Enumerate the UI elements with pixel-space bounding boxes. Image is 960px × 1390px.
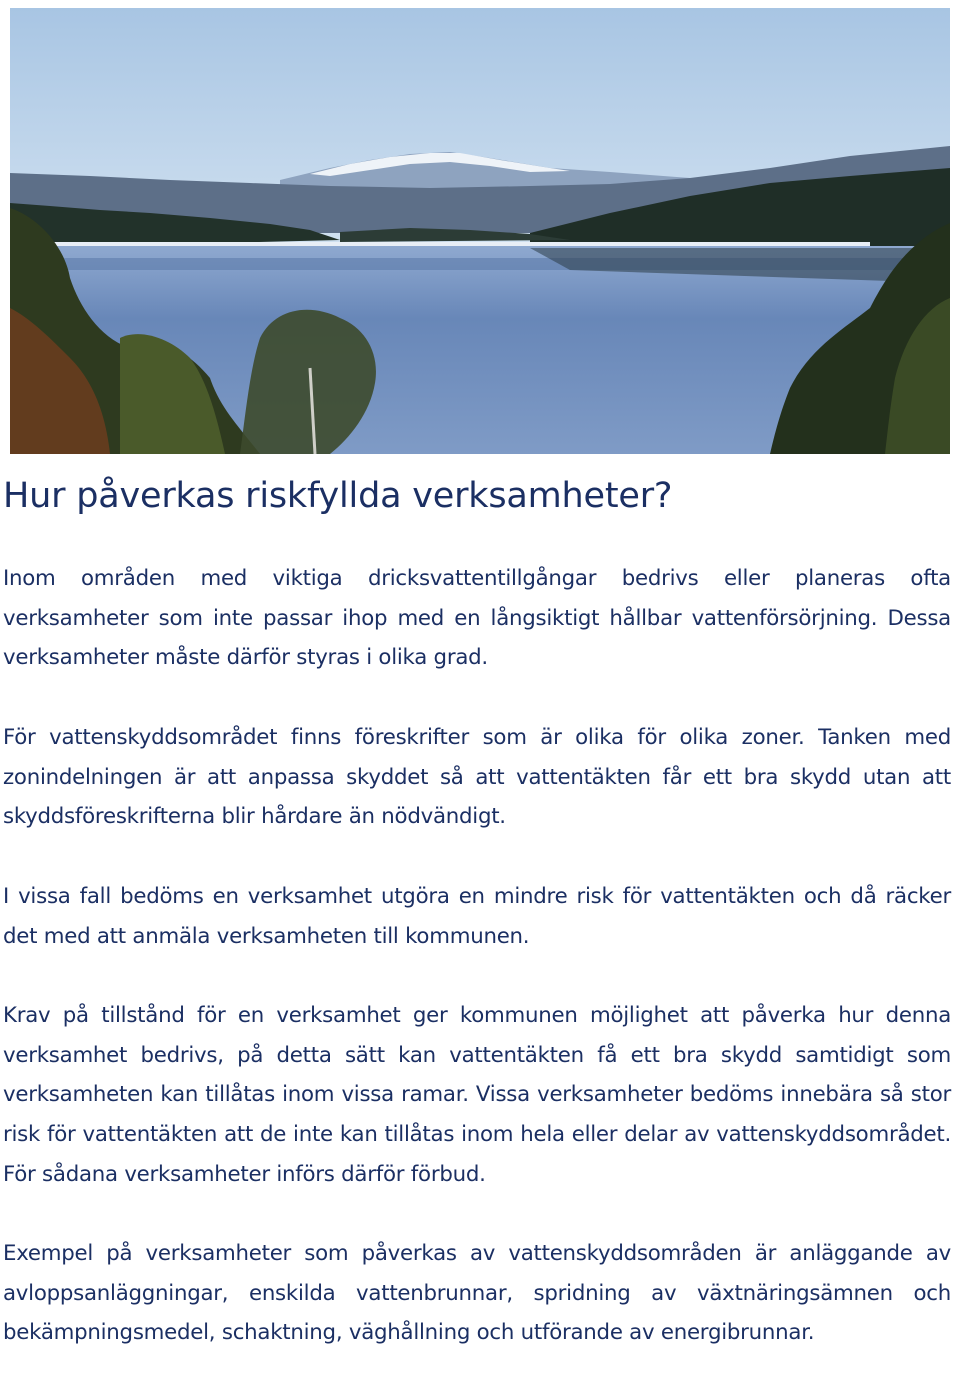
page-title: Hur påverkas riskfyllda verksamheter? (3, 476, 673, 516)
paragraph-notification: I vissa fall bedöms en verksamhet utgöra en mindre risk för vattentäkten och då räcker det med att anmäla verksamheten till kommunen. (3, 884, 951, 949)
paragraph-zones: För vattenskyddsområdet finns föreskrifter som är olika för olika zoner. Tanken med zonindelningen är att anpassa skyddet så att vattentäkten får ett bra skydd utan att skyddsföreskrifterna blir hårdare än nödvändigt. (3, 725, 951, 830)
paragraph-permits: Krav på tillstånd för en verksamhet ger kommunen möjlighet att påverka hur denna verksamhet bedrivs, på detta sätt kan vattentäkten få ett bra skydd samtidigt som verksamheten kan tillåtas inom vissa ramar. Vissa verksamheter bedöms innebära så stor risk för vattentäkten att de inte kan tillåtas inom hela eller delar av vattenskyddsområdet. För sådana verksamheter införs därför förbud. (3, 1003, 951, 1187)
lake-landscape-photo (10, 8, 950, 454)
paragraph-intro: Inom områden med viktiga dricksvattentillgångar bedrivs eller planeras ofta verksamheter som inte passar ihop med en långsiktigt hållbar vattenförsörjning. Dessa verksamheter måste därför styras i olika grad. (3, 566, 951, 671)
paragraph-examples: Exempel på verksamheter som påverkas av vattenskyddsområden är anläggande av avloppsanläggningar, enskilda vattenbrunnar, spridning av växtnäringsämnen och bekämpningsmedel, schaktning, väghållning och utförande av energibrunnar. (3, 1241, 951, 1346)
